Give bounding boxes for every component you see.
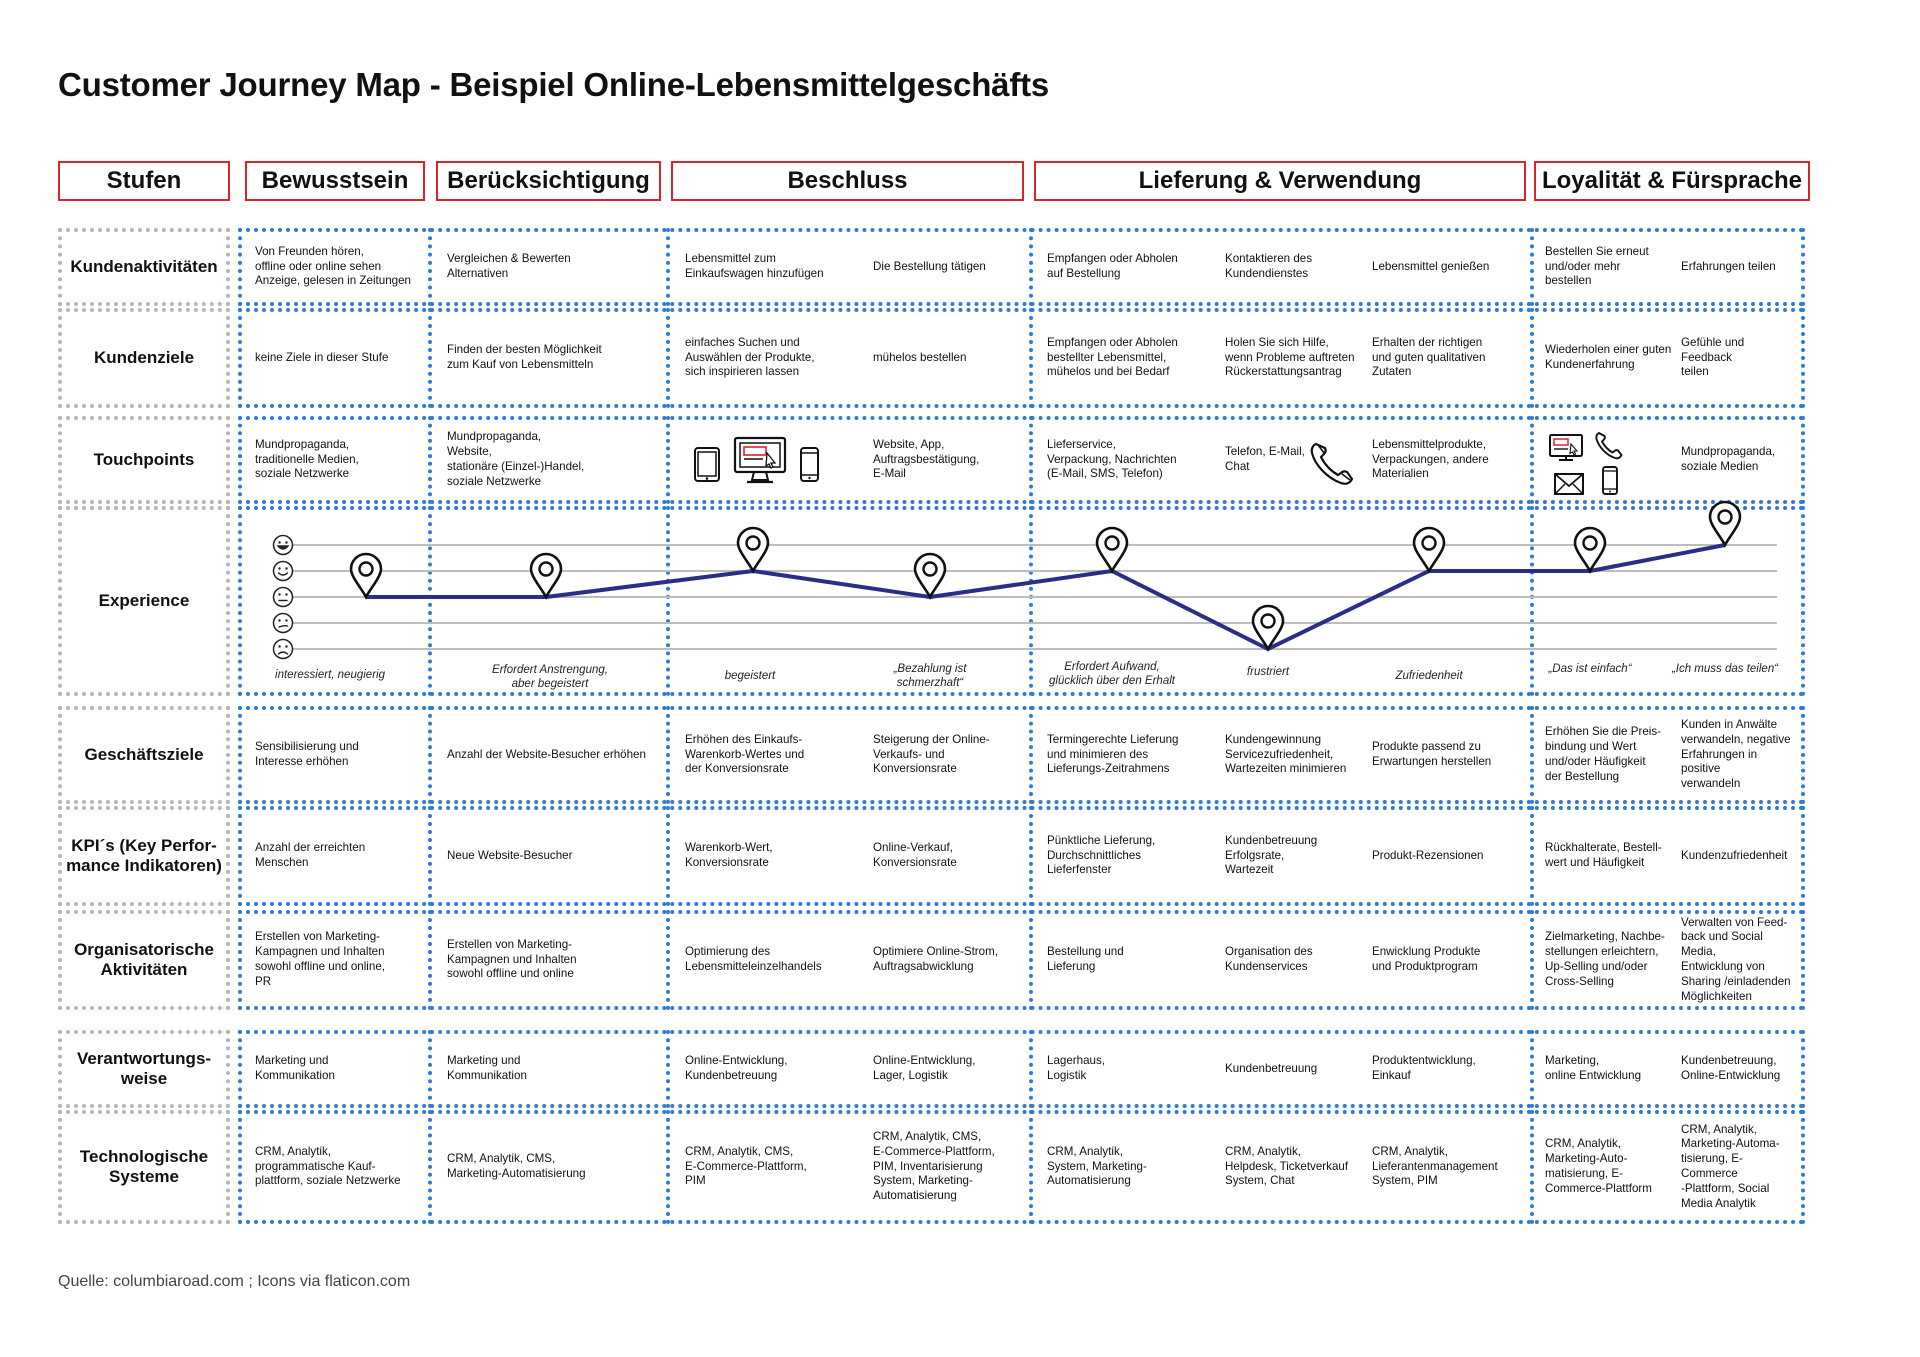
happy-face-icon (272, 560, 294, 582)
unhappy-face-icon (272, 612, 294, 634)
cell-text: Produkt-Rezensionen (1372, 848, 1484, 862)
cell-text: Optimiere Online-Strom, Auftragsabwicklung (873, 945, 998, 973)
row-label-text: Touchpoints (93, 449, 195, 469)
cell-text: Lebensmittelprodukte, Verpackungen, andere Materialien (1372, 437, 1489, 481)
cell-text: Online-Entwicklung, Lager, Logistik (873, 1054, 976, 1082)
cell-text: CRM, Analytik, CMS, Marketing-Automatisierung (447, 1152, 586, 1180)
cell-text: Termingerechte Lieferung und minimieren des Lieferungs-Zeitrahmens (1047, 732, 1179, 776)
cell-text: Lieferservice, Verpackung, Nachrichten (E-Mail, SMS, Telefon) (1047, 437, 1177, 481)
cell-text: Von Freunden hören, offline oder online sehen Anzeige, gelesen in Zeitungen (255, 244, 411, 288)
cell-text: Anzahl der Website-Besucher erhöhen (447, 747, 646, 761)
location-pin-icon (1710, 502, 1740, 545)
row-label-text: Kundenaktivitäten (70, 256, 218, 276)
cell-text: Warenkorb-Wert, Konversionsrate (685, 841, 773, 869)
cell-text: Verwalten von Feed- back und Social Media, Entwicklung von Sharing /einladenden Möglichkeiten (1681, 915, 1791, 1003)
stage-beschluss: Beschluss (671, 161, 1024, 201)
cell-text: Anzahl der erreichten Menschen (255, 841, 366, 869)
location-pin-icon (915, 554, 945, 597)
cell-text: Website, App, Auftragsbestätigung, E-Mail (873, 437, 980, 481)
row-label-text: Technologische Systeme (79, 1146, 209, 1186)
cell-text: keine Ziele in dieser Stufe (255, 350, 389, 364)
location-pin-icon (738, 528, 768, 571)
cell-text: einfaches Suchen und Auswählen der Produkte, sich inspirieren lassen (685, 335, 815, 379)
cell-text: CRM, Analytik, CMS, E-Commerce-Plattform, PIM (685, 1144, 807, 1188)
stage-lieferung-verwendung: Lieferung & Verwendung (1034, 161, 1526, 201)
cell-text: Kundenbetreuung Erfolgsrate, Wartezeit (1225, 833, 1318, 877)
cell-text: Erfahrungen teilen (1681, 259, 1776, 273)
cell-text: Lebensmittel zum Einkaufswagen hinzufügen (685, 252, 824, 280)
row-label-text: Experience (98, 590, 190, 610)
cell-text: Kundenzufriedenheit (1681, 848, 1788, 862)
sad-face-icon (272, 638, 294, 660)
very-happy-face-icon (272, 534, 294, 556)
cell-text: Wiederholen einer guten Kundenerfahrung (1545, 343, 1672, 371)
stage-loyalitaet-fuersprache: Loyalität & Fürsprache (1534, 161, 1810, 201)
cell-text: CRM, Analytik, Lieferantenmanagement System, PIM (1372, 1144, 1498, 1188)
emotion-label: „Bezahlung ist schmerzhaft“ (893, 663, 967, 690)
location-pin-icon (351, 554, 381, 597)
stage-beruecksichtigung: Berücksichtigung (436, 161, 661, 201)
emotion-label: Zufriedenheit (1395, 670, 1463, 682)
row-label-text: Verantwortungs- weise (76, 1048, 212, 1088)
emotion-label: Erfordert Aufwand, glücklich über den Erhalt (1049, 661, 1175, 688)
cell-text: Organisation des Kundenservices (1225, 945, 1313, 973)
cell-text: Marketing und Kommunikation (447, 1054, 527, 1082)
row-label-text: KPI´s (Key Perfor- mance Indikatoren) (66, 835, 222, 875)
cell-text: Produktentwicklung, Einkauf (1372, 1054, 1476, 1082)
cell-text: CRM, Analytik, Marketing-Auto- matisierung, E- Commerce-Plattform (1545, 1137, 1652, 1195)
cell-text: CRM, Analytik, System, Marketing- Automatisierung (1047, 1144, 1147, 1188)
cell-text: Lebensmittel genießen (1372, 259, 1490, 273)
cell-text: Holen Sie sich Hilfe, wenn Probleme auftreten Rückerstattungsantrag (1225, 335, 1355, 379)
cell-text: Sensibilisierung und Interesse erhöhen (255, 740, 359, 768)
cell-text: Rückhalterate, Bestell- wert und Häufigkeit (1545, 841, 1662, 869)
emotion-label: Erfordert Anstrengung, aber begeistert (492, 664, 608, 691)
row-label-text: Organisatorische Aktivitäten (74, 939, 214, 979)
cell-text: Empfangen oder Abholen bestellter Lebensmittel, mühelos und bei Bedarf (1047, 335, 1178, 379)
cell-text: Kunden in Anwälte verwandeln, negative Erfahrungen in positive verwandeln (1681, 717, 1791, 791)
cell-text: Bestellen Sie erneut und/oder mehr bestellen (1545, 244, 1649, 288)
cell-text: Lagerhaus, Logistik (1047, 1054, 1106, 1082)
cell-text: Mundpropaganda, soziale Medien (1681, 445, 1776, 473)
cell-text: Die Bestellung tätigen (873, 259, 986, 273)
neutral-face-icon (272, 586, 294, 608)
cell-text: Kontaktieren des Kundendienstes (1225, 252, 1313, 280)
cell-text: Vergleichen & Bewerten Alternativen (447, 252, 571, 280)
cell-text: Kundenbetreuung, Online-Entwicklung (1681, 1054, 1781, 1082)
cell-text: Neue Website-Besucher (447, 848, 573, 862)
cell-text: Bestellung und Lieferung (1047, 945, 1124, 973)
stage-bewusstsein: Bewusstsein (245, 161, 425, 201)
emotion-label: „Das ist einfach“ (1548, 663, 1632, 675)
emotion-label: frustriert (1246, 666, 1290, 678)
location-pin-icon (1575, 528, 1605, 571)
source-credit: Quelle: columbiaroad.com ; Icons via flaticon.com (58, 1273, 411, 1290)
cell-text: Kundenbetreuung (1225, 1061, 1318, 1075)
emotion-label: begeistert (724, 670, 776, 682)
cell-text: Marketing, online Entwicklung (1545, 1054, 1642, 1082)
cell-text: Erhöhen Sie die Preis- bindung und Wert und/oder Häufigkeit der Bestellung (1545, 725, 1661, 783)
cell-text: Online-Verkauf, Konversionsrate (873, 841, 957, 869)
emotion-label: interessiert, neugierig (275, 669, 385, 681)
row-label-text: Kundenziele (93, 347, 195, 367)
location-pin-icon (1414, 528, 1444, 571)
cell-text: Erhöhen des Einkaufs- Warenkorb-Wertes und der Konversionsrate (685, 732, 805, 776)
cell-text: Gefühle und Feedback teilen (1681, 335, 1745, 379)
emotion-label: „Ich muss das teilen“ (1671, 663, 1779, 675)
cell-text: Erstellen von Marketing- Kampagnen und Inhalten sowohl offline und online (447, 937, 577, 981)
cell-text: CRM, Analytik, CMS, E-Commerce-Plattform, PIM, Inventarisierung System, Marketing- Automatisierung (873, 1129, 995, 1203)
stage-stufen: Stufen (58, 161, 230, 201)
row-label-text: Geschäftsziele (84, 744, 204, 764)
cell-text: mühelos bestellen (873, 350, 967, 364)
cell-text: Telefon, E-Mail, Chat (1225, 445, 1305, 473)
cell-text: Kundengewinnung Servicezufriedenheit, Wartezeiten minimieren (1225, 732, 1347, 776)
cell-text: CRM, Analytik, programmatische Kauf- plattform, soziale Netzwerke (255, 1144, 401, 1188)
cell-text: Marketing und Kommunikation (255, 1054, 335, 1082)
cell-text: Erstellen von Marketing- Kampagnen und Inhalten sowohl offline und online, PR (255, 930, 385, 988)
cell-text: Produkte passend zu Erwartungen herstellen (1372, 740, 1492, 768)
cell-text: Erhalten der richtigen und guten qualitativen Zutaten (1372, 335, 1486, 379)
cell-text: Zielmarketing, Nachbe- stellungen erleichtern, Up-Selling und/oder Cross-Selling (1545, 930, 1665, 988)
cell-text: Optimierung des Lebensmitteleinzelhandels (685, 945, 822, 973)
cell-text: Mundpropaganda, traditionelle Medien, soziale Netzwerke (255, 437, 359, 481)
cell-text: CRM, Analytik, Helpdesk, Ticketverkauf System, Chat (1225, 1144, 1349, 1188)
location-pin-icon (1097, 528, 1127, 571)
cell-text: Online-Entwicklung, Kundenbetreuung (685, 1054, 788, 1082)
location-pin-icon (531, 554, 561, 597)
cell-text: Finden der besten Möglichkeit zum Kauf von Lebensmitteln (447, 343, 602, 371)
cell-text: Mundpropaganda, Website, stationäre (Einzel-)Handel, soziale Netzwerke (447, 430, 585, 488)
cell-text: Pünktliche Lieferung, Durchschnittliches Lieferfenster (1047, 833, 1156, 877)
page-title: Customer Journey Map - Beispiel Online-Lebensmittelgeschäfts (58, 66, 1050, 103)
cell-text: Empfangen oder Abholen auf Bestellung (1047, 252, 1178, 280)
cell-text: CRM, Analytik, Marketing-Automa- tisierung, E-Commerce -Plattform, Social Media Analytik (1681, 1122, 1780, 1210)
cell-text: Enwicklung Produkte und Produktprogram (1372, 945, 1481, 973)
cell-text: Steigerung der Online- Verkaufs- und Konversionsrate (873, 732, 990, 776)
